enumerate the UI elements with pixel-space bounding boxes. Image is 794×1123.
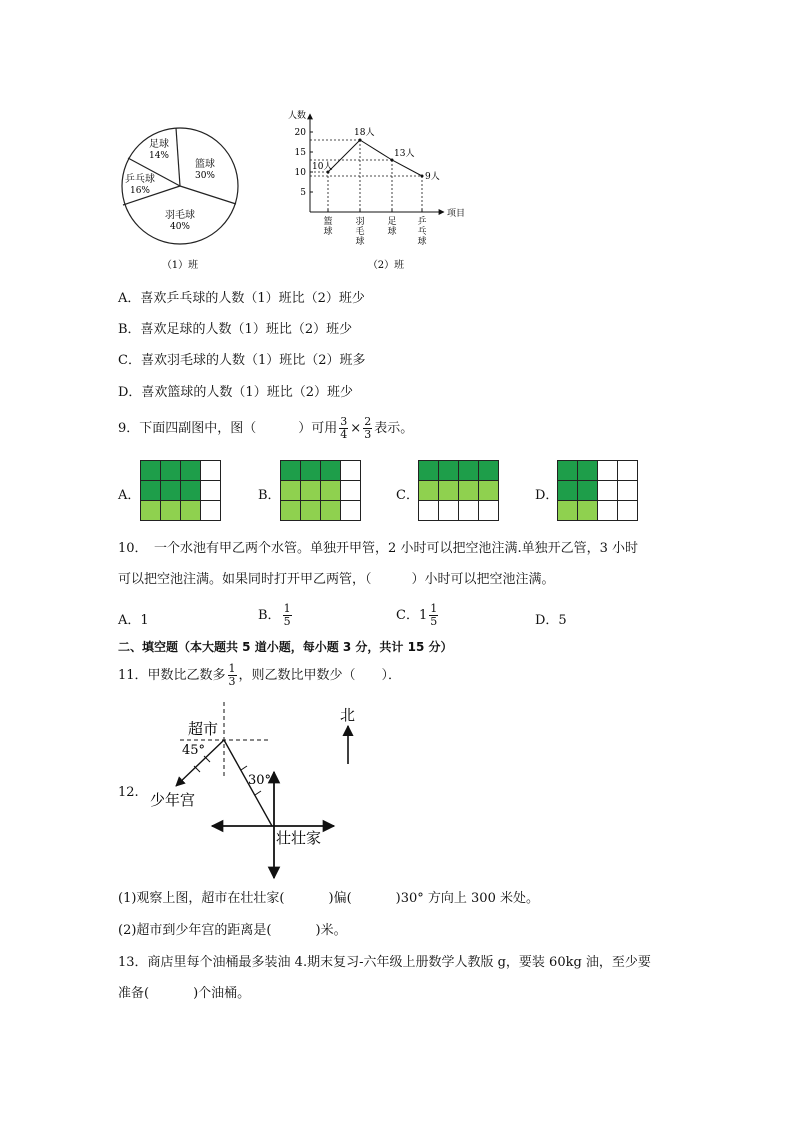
q9-grid-a[interactable] <box>140 460 221 521</box>
label-supermarket: 超市 <box>188 720 219 738</box>
y-tick-label: 10 <box>294 168 306 178</box>
y-tick-label: 20 <box>294 128 306 138</box>
label-north: 北 <box>340 706 356 724</box>
q10-line2: 可以把空池注满。如果同时打开甲乙两管，（ ）小时可以把空池注满。 <box>118 572 555 587</box>
x-tick-label: 羽毛球 <box>355 217 365 247</box>
fraction-2-3: $\frac{2}{3}$ <box>364 415 372 441</box>
section-heading-fill-blank: 二、填空题（本大题共 5 道小题，每小题 3 分，共计 15 分） <box>118 640 453 654</box>
q8-option-b[interactable]: B．喜欢足球的人数（1）班比（2）班少 <box>118 322 353 337</box>
line-chart <box>276 104 476 276</box>
pie-label-basketball: 篮球 <box>195 159 215 170</box>
label-angle-30: 30° <box>248 773 272 788</box>
q13-line1: 13．商店里每个油桶最多装油 4.期末复习-六年级上册数学人教版 g，要装 60kg 油，至少要 <box>118 955 651 970</box>
q9-label-d[interactable]: D． <box>535 488 559 503</box>
q9-middle: ）可用 <box>298 421 338 436</box>
pie-pct-basketball: 30% <box>194 171 216 181</box>
data-label: 9人 <box>425 172 440 182</box>
q10-option-d[interactable]: D．5 <box>535 613 567 628</box>
q9-question <box>118 416 413 442</box>
q9-suffix: 表示。 <box>374 421 414 436</box>
y-tick-label: 15 <box>294 148 306 158</box>
pie-chart <box>110 118 250 278</box>
fraction-1-3: $\frac{1}{3}$ <box>228 662 236 688</box>
x-tick-label: 足球 <box>387 217 397 237</box>
label-zhuangzhuang-home: 壮壮家 <box>276 829 322 847</box>
q10-line1: 10． 一个水池有甲乙两个水管。单独开甲管，2 小时可以把空池注满.单独开乙管，3 小时 <box>118 541 638 556</box>
pie-label-pingpong: 乒乓球 <box>125 174 155 185</box>
data-label: 18人 <box>354 128 375 138</box>
data-point <box>359 139 362 142</box>
q8-option-a[interactable]: A．喜欢乒乓球的人数（1）班比（2）班少 <box>118 291 365 306</box>
q13-line2: 准备( )个油桶。 <box>118 986 251 1001</box>
q9-prefix: 9．下面四副图中，图（ <box>118 421 257 436</box>
q9-grid-d[interactable] <box>557 460 638 521</box>
q10-option-c[interactable]: C．1 $\frac{1}{5}$ <box>396 602 438 628</box>
data-label: 10人 <box>312 162 333 172</box>
pie-pct-badminton: 40% <box>169 222 191 232</box>
q10-option-a[interactable]: A．1 <box>118 613 149 628</box>
label-youth-palace: 少年宫 <box>150 791 196 809</box>
q9-grid-b[interactable] <box>280 460 361 521</box>
pie-label-football: 足球 <box>149 139 169 150</box>
q9-grid-c[interactable] <box>418 460 499 521</box>
q12-sub1: (1)观察上图，超市在壮壮家( )偏( )30° 方向上 300 米处。 <box>118 891 539 906</box>
q12-number: 12. <box>118 785 139 800</box>
chart-title: （2）班 <box>367 260 405 271</box>
q12-sub2: (2)超市到少年宫的距离是( )米。 <box>118 923 347 938</box>
q9-label-b[interactable]: B． <box>258 488 281 503</box>
pie-pct-pingpong: 16% <box>129 186 151 196</box>
times-sign: × <box>350 421 362 436</box>
q9-label-c[interactable]: C． <box>396 488 419 503</box>
q8-option-d[interactable]: D．喜欢篮球的人数（1）班比（2）班少 <box>118 385 353 400</box>
data-point <box>421 175 424 178</box>
data-label: 13人 <box>394 149 415 159</box>
pie-label-badminton: 羽毛球 <box>165 210 195 221</box>
q9-label-a[interactable]: A． <box>118 488 141 503</box>
fraction-3-4: $\frac{3}{4}$ <box>340 415 348 441</box>
y-axis-label: 人数 <box>288 111 307 121</box>
q11-question: 11．甲数比乙数多 $\frac{1}{3}$ ，则乙数比甲数少（ ）． <box>118 662 402 688</box>
y-tick-label: 5 <box>300 188 306 198</box>
label-angle-45: 45° <box>182 743 206 758</box>
pie-pct-football: 14% <box>148 151 170 161</box>
x-tick-label: 乒乓球 <box>417 217 427 247</box>
q10-option-b[interactable]: B． $\frac{1}{5}$ <box>258 602 291 628</box>
q8-option-c[interactable]: C．喜欢羽毛球的人数（1）班比（2）班多 <box>118 353 366 368</box>
pie-caption: （1）班 <box>161 260 199 271</box>
x-axis-label: 项目 <box>447 209 466 219</box>
direction-diagram <box>140 700 380 880</box>
x-tick-label: 篮球 <box>323 217 333 237</box>
